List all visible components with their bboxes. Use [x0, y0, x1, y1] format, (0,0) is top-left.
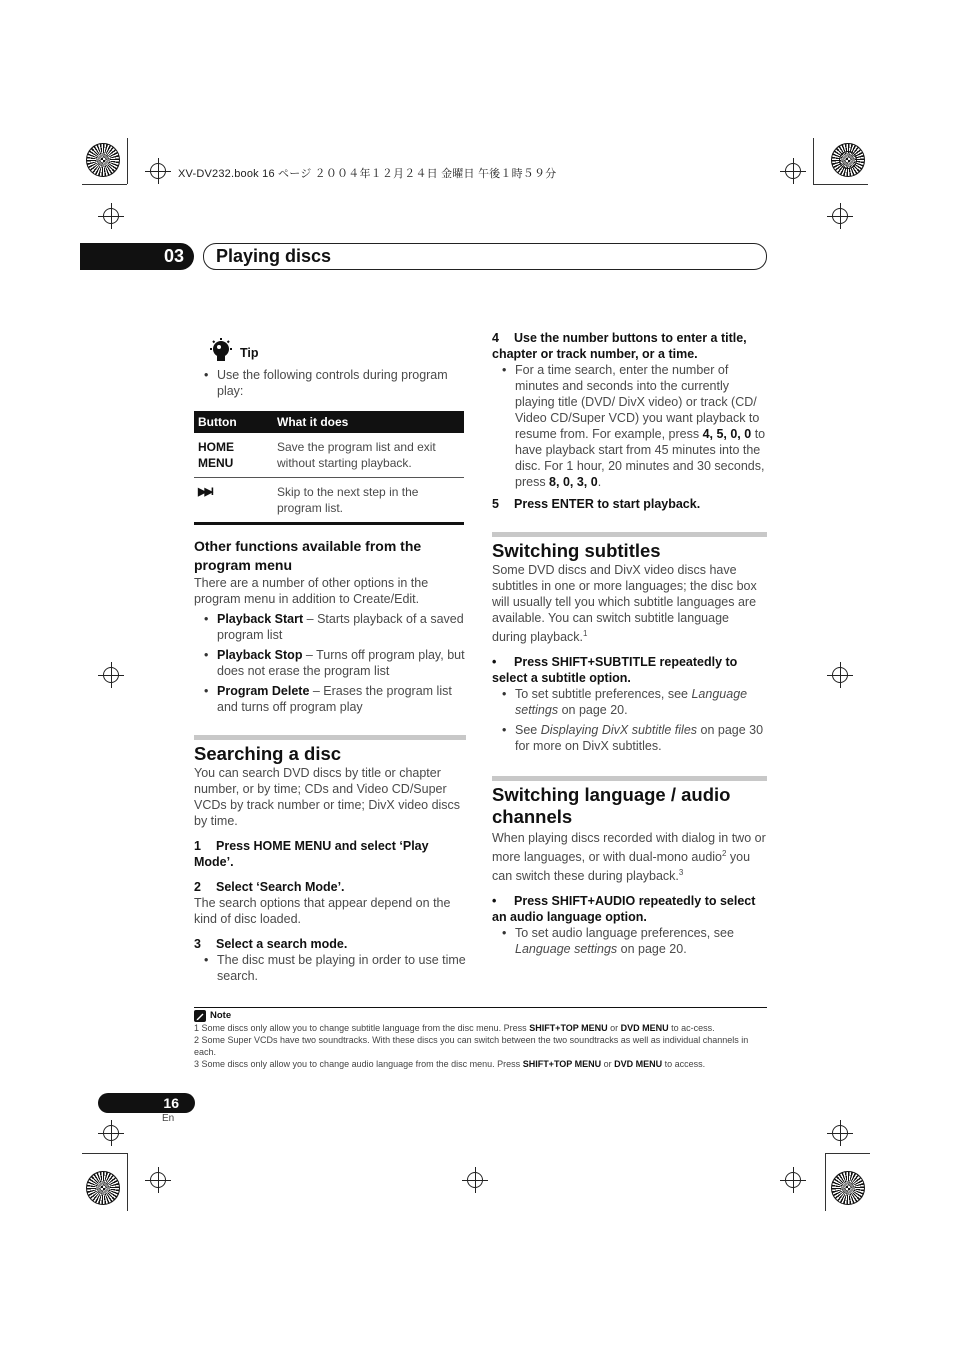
table-row: [194, 433, 464, 478]
list-item: • To set subtitle preferences, see Language settings on page 20.: [492, 686, 767, 718]
crosshair-mark: [785, 1172, 801, 1188]
table-cell-desc: Skip to the next step in the program list.: [273, 478, 464, 524]
table-cell-desc: Save the program list and exit without starting playback.: [273, 433, 464, 478]
crosshair-mark: [150, 1172, 166, 1188]
footnote-1: 1 Some discs only allow you to change subtitle language from the disc menu. Press SHIFT+TOP MENU or DVD MENU to ac-cess.: [194, 1023, 715, 1033]
crop-line: [127, 1153, 128, 1211]
list-item: • The disc must be playing in order to use time search.: [194, 952, 466, 984]
registration-sunburst-bottom-left: [86, 1171, 120, 1205]
step-1: 1 Press HOME MENU and select ‘Play Mode’.: [194, 839, 429, 869]
list-item: • See Displaying DivX subtitle files on page 30 for more on DivX subtitles.: [492, 722, 767, 754]
table-cell-button: ▶▶I: [194, 478, 273, 524]
list-item: • To set audio language preferences, see Language settings on page 20.: [492, 925, 767, 957]
list-item: • For a time search, enter the number of minutes and seconds into the currently playing title (DVD/ DivX video) or track (CD/ Video CD/Super VCD) you want playback to resume from. For example, press 4, 5, 0, 0 to have playback start from 45 minutes into the disc. For 1 hour, 20 minutes and 30 seconds, press 8, 0, 3, 0.: [492, 362, 767, 490]
book-file-line: XV-DV232.book 16 ページ ２００４年１２月２４日 金曜日 午後１時５９分: [178, 168, 557, 180]
list-item: • Playback Stop – Turns off program play, but does not erase the program list: [194, 647, 466, 679]
step-3-bullets: [194, 952, 466, 984]
crop-line: [127, 138, 128, 184]
chapter-number: 03: [80, 243, 194, 270]
right-column: [492, 330, 767, 961]
tip-label: Tip: [240, 346, 259, 360]
audio-intro: When playing discs recorded with dialog in two or more languages, or with dual-mono audio$^2$ you can switch these during playback.$^3$: [492, 831, 766, 884]
subtitles-heading: Switching subtitles: [492, 532, 767, 562]
crop-line: [825, 1153, 826, 1211]
list-item: • Playback Start – Starts playback of a saved program list: [194, 611, 466, 643]
lightbulb-icon: [208, 338, 234, 364]
subtitles-intro: Some DVD discs and DivX video discs have subtitles in one or more languages; the disc box will usually tell you which subtitle languages are available. You can switch subtitle language during playback.$^1$: [492, 563, 757, 645]
tip-bullets: [194, 367, 466, 399]
step-2-body: The search options that appear depend on the kind of disc loaded.: [194, 896, 451, 926]
left-column: [194, 337, 466, 988]
footnotes: [194, 1007, 767, 1070]
step-4: 4 Use the number buttons to enter a title, chapter or track number, or a time.: [492, 331, 747, 361]
crop-line: [82, 184, 127, 185]
tip-bullet: • Use the following controls during program play:: [194, 367, 466, 399]
crop-line: [825, 1153, 870, 1154]
page-language: En: [162, 1113, 175, 1124]
table-header-what: What it does: [273, 411, 464, 433]
other-functions-intro: There are a number of other options in the program menu in addition to Create/Edit.: [194, 576, 429, 606]
footnote-2: 2 Some Super VCDs have two soundtracks. With these discs you can switch between the two soundtracks as well as individual channels in each.: [194, 1035, 749, 1057]
subtitles-bullets: [492, 686, 767, 754]
step-5: 5 Press ENTER to start playback.: [492, 497, 701, 511]
controls-table: [194, 411, 464, 525]
crosshair-mark: [150, 163, 166, 179]
crosshair-mark: [832, 1125, 848, 1141]
step-4-bullets: [492, 362, 767, 490]
subtitles-step: • Press SHIFT+SUBTITLE repeatedly to select a subtitle option.: [492, 655, 738, 686]
crop-line: [813, 184, 868, 185]
other-functions-list: [194, 611, 466, 715]
searching-heading: Searching a disc: [194, 735, 466, 765]
note-header: [194, 1010, 767, 1022]
registration-sunburst-top-right: [831, 143, 865, 177]
pencil-note-icon: [194, 1010, 206, 1022]
step-2: 2 Select ‘Search Mode’.: [194, 880, 345, 894]
chapter-title: Playing discs: [203, 243, 767, 270]
crosshair-mark: [103, 667, 119, 683]
audio-step: • Press SHIFT+AUDIO repeatedly to select an audio language option.: [492, 894, 756, 925]
crosshair-mark: [832, 667, 848, 683]
crosshair-mark: [467, 1172, 483, 1188]
list-item: • Program Delete – Erases the program list and turns off program play: [194, 683, 466, 715]
page-number: 16: [98, 1093, 195, 1113]
crosshair-mark: [103, 208, 119, 224]
footnote-3: 3 Some discs only allow you to change audio language from the disc menu. Press SHIFT+TOP MENU or DVD MENU to access.: [194, 1059, 706, 1069]
registration-sunburst-top-left: [86, 143, 120, 177]
audio-heading: Switching language / audio channels: [492, 776, 767, 828]
table-cell-button: HOME MENU: [194, 433, 273, 478]
crosshair-mark: [103, 1125, 119, 1141]
note-label: Note: [210, 1010, 232, 1021]
tip-header: [194, 337, 466, 365]
audio-bullets: [492, 925, 767, 957]
crop-line: [813, 138, 814, 184]
searching-intro: You can search DVD discs by title or chapter number, or by time; CDs and Video CD/Super VCDs by track number or time; DivX video discs by time.: [194, 766, 461, 828]
registration-sunburst-bottom-right: [831, 1171, 865, 1205]
crosshair-mark: [785, 163, 801, 179]
step-3: 3 Select a search mode.: [194, 937, 348, 951]
crop-line: [82, 1153, 127, 1154]
crosshair-mark: [832, 208, 848, 224]
other-functions-heading: Other functions available from the program menu: [194, 538, 422, 573]
table-header-button: Button: [194, 411, 273, 433]
table-row: [194, 478, 464, 524]
